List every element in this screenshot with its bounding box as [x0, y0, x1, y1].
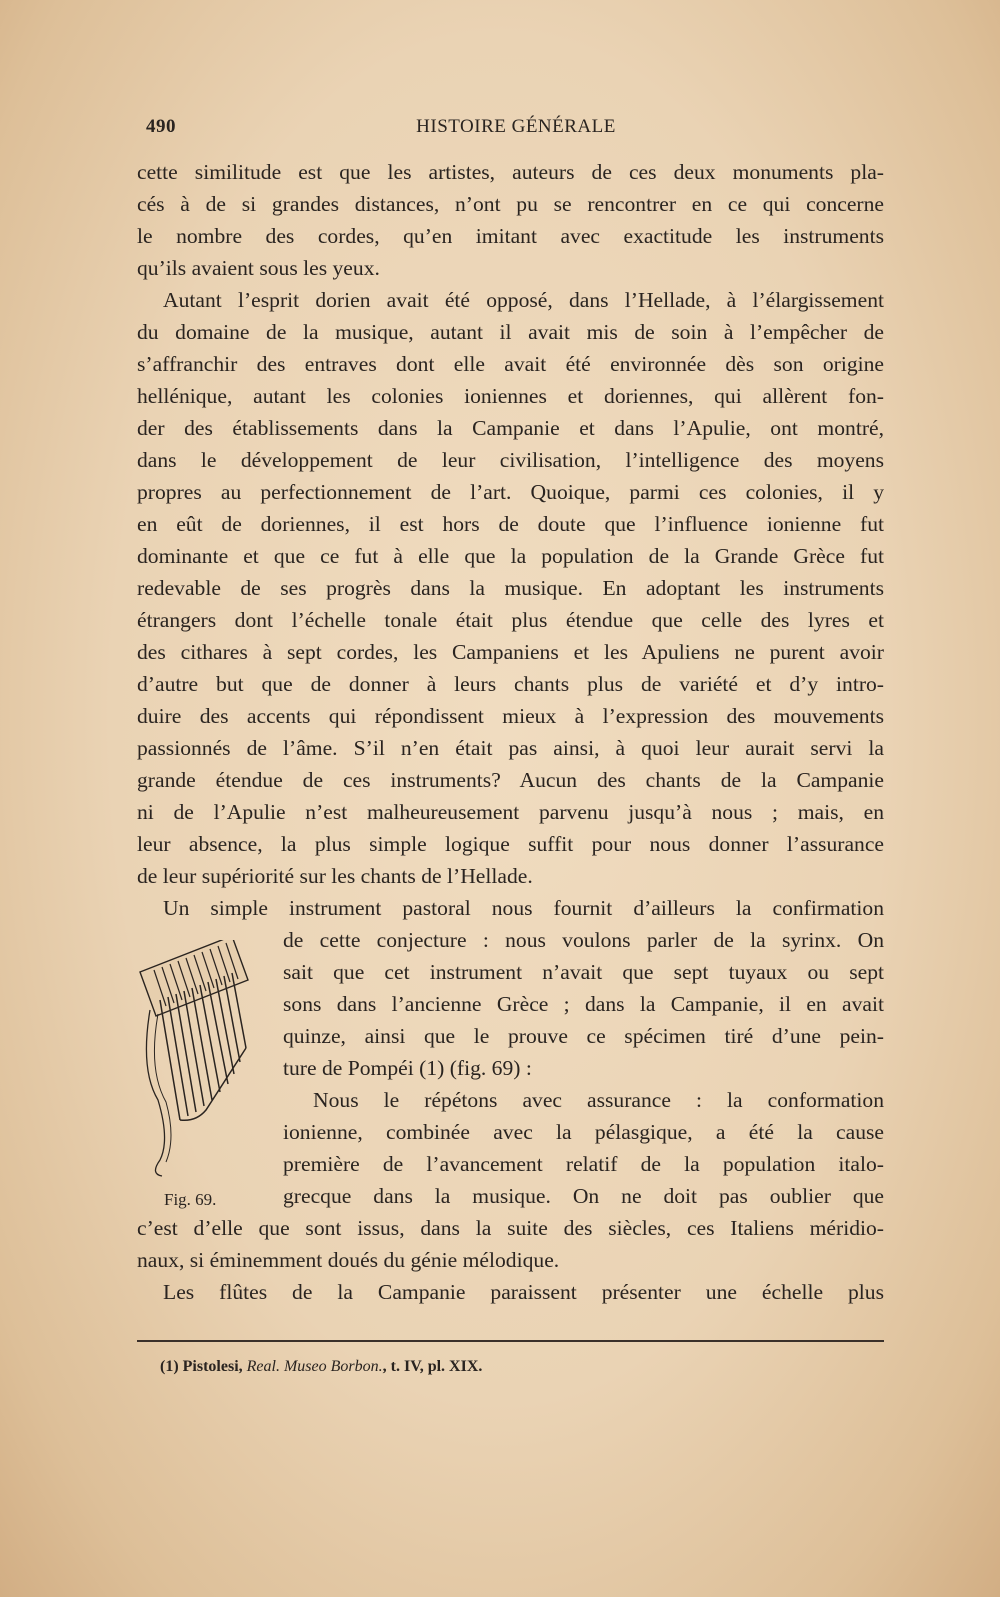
text-line: première de l’avancement relatif de la population italo-: [283, 1152, 884, 1176]
text-line: sait que cet instrument n’avait que sept tuyaux ou sept: [283, 960, 884, 984]
text-line: s’affranchir des entraves dont elle avait été environnée dès son origine: [137, 352, 884, 376]
text-line: dans le développement de leur civilisation, l’intelligence des moyens: [137, 448, 884, 472]
footnote-rest: , t. IV, pl. XIX.: [382, 1358, 483, 1375]
text-line: c’est d’elle que sont issus, dans la suite des siècles, ces Italiens méridio-: [137, 1216, 884, 1240]
text-line: duire des accents qui répondissent mieux à l’expression des mouvements: [137, 704, 884, 728]
text-line: ture de Pompéi (1) (fig. 69) :: [283, 1056, 532, 1080]
text-line: le nombre des cordes, qu’en imitant avec exactitude les instruments: [137, 224, 884, 248]
text-line: quinze, ainsi que le prouve ce spécimen tiré d’une pein-: [283, 1024, 884, 1048]
running-title: HISTOIRE GÉNÉRALE: [416, 116, 616, 137]
text-line: propres au perfectionnement de l’art. Quoique, parmi ces colonies, il y: [137, 480, 884, 504]
text-line: dominante et que ce fut à elle que la population de la Grande Grèce fut: [137, 544, 884, 568]
text-line: der des établissements dans la Campanie et dans l’Apulie, ont montré,: [137, 416, 884, 440]
footnote-source: Real. Museo Borbon.: [246, 1358, 383, 1375]
text-line: étrangers dont l’échelle tonale était plus étendue que celle des lyres et: [137, 608, 884, 632]
text-line: Un simple instrument pastoral nous fournit d’ailleurs la confirmation: [163, 896, 884, 920]
text-line: redevable de ses progrès dans la musique. En adoptant les instruments: [137, 576, 884, 600]
text-line: en eût de doriennes, il est hors de doute que l’influence ionienne fut: [137, 512, 884, 536]
text-line: cés à de si grandes distances, n’ont pu se rencontrer en ce qui concerne: [137, 192, 884, 216]
text-line: leur absence, la plus simple logique suffit pour nous donner l’assurance: [137, 832, 884, 856]
footnote: [160, 1358, 482, 1376]
text-line: ionienne, combinée avec la pélasgique, a été la cause: [283, 1120, 884, 1144]
text-line: naux, si éminemment doués du génie mélodique.: [137, 1248, 560, 1272]
text-line: cette similitude est que les artistes, auteurs de ces deux monuments pla-: [137, 160, 884, 184]
text-line: passionnés de l’âme. S’il n’en était pas ainsi, à quoi leur aurait servi la: [137, 736, 884, 760]
footnote-marker: (1) Pistolesi,: [160, 1358, 243, 1375]
text-line: Nous le répétons avec assurance : la conformation: [313, 1088, 884, 1112]
syrinx-icon: [136, 940, 266, 1178]
text-line: du domaine de la musique, autant il avait mis de soin à l’empêcher de: [137, 320, 884, 344]
text-line: d’autre but que de donner à leurs chants plus de variété et d’y intro-: [137, 672, 884, 696]
text-line: de cette conjecture : nous voulons parler de la syrinx. On: [283, 928, 884, 952]
page-number: 490: [146, 116, 176, 137]
text-line: hellénique, autant les colonies ioniennes et doriennes, qui allèrent fon-: [137, 384, 884, 408]
page-header: [146, 116, 886, 146]
text-line: Autant l’esprit dorien avait été opposé, dans l’Hellade, à l’élargissement: [163, 288, 884, 312]
text-line: grecque dans la musique. On ne doit pas oublier que: [283, 1184, 884, 1208]
text-line: de leur supériorité sur les chants de l’Hellade.: [137, 864, 533, 888]
text-line: qu’ils avaient sous les yeux.: [137, 256, 380, 280]
text-line: des cithares à sept cordes, les Campaniens et les Apuliens ne purent avoir: [137, 640, 884, 664]
text-line: sons dans l’ancienne Grèce ; dans la Campanie, il en avait: [283, 992, 884, 1016]
text-line: ni de l’Apulie n’est malheureusement parvenu jusqu’à nous ; mais, en: [137, 800, 884, 824]
text-line: Les flûtes de la Campanie paraissent présenter une échelle plus: [163, 1280, 884, 1304]
footnote-divider: [137, 1340, 884, 1342]
figure-caption: Fig. 69.: [164, 1190, 217, 1209]
text-line: grande étendue de ces instruments? Aucun des chants de la Campanie: [137, 768, 884, 792]
syrinx-illustration: [136, 940, 266, 1178]
